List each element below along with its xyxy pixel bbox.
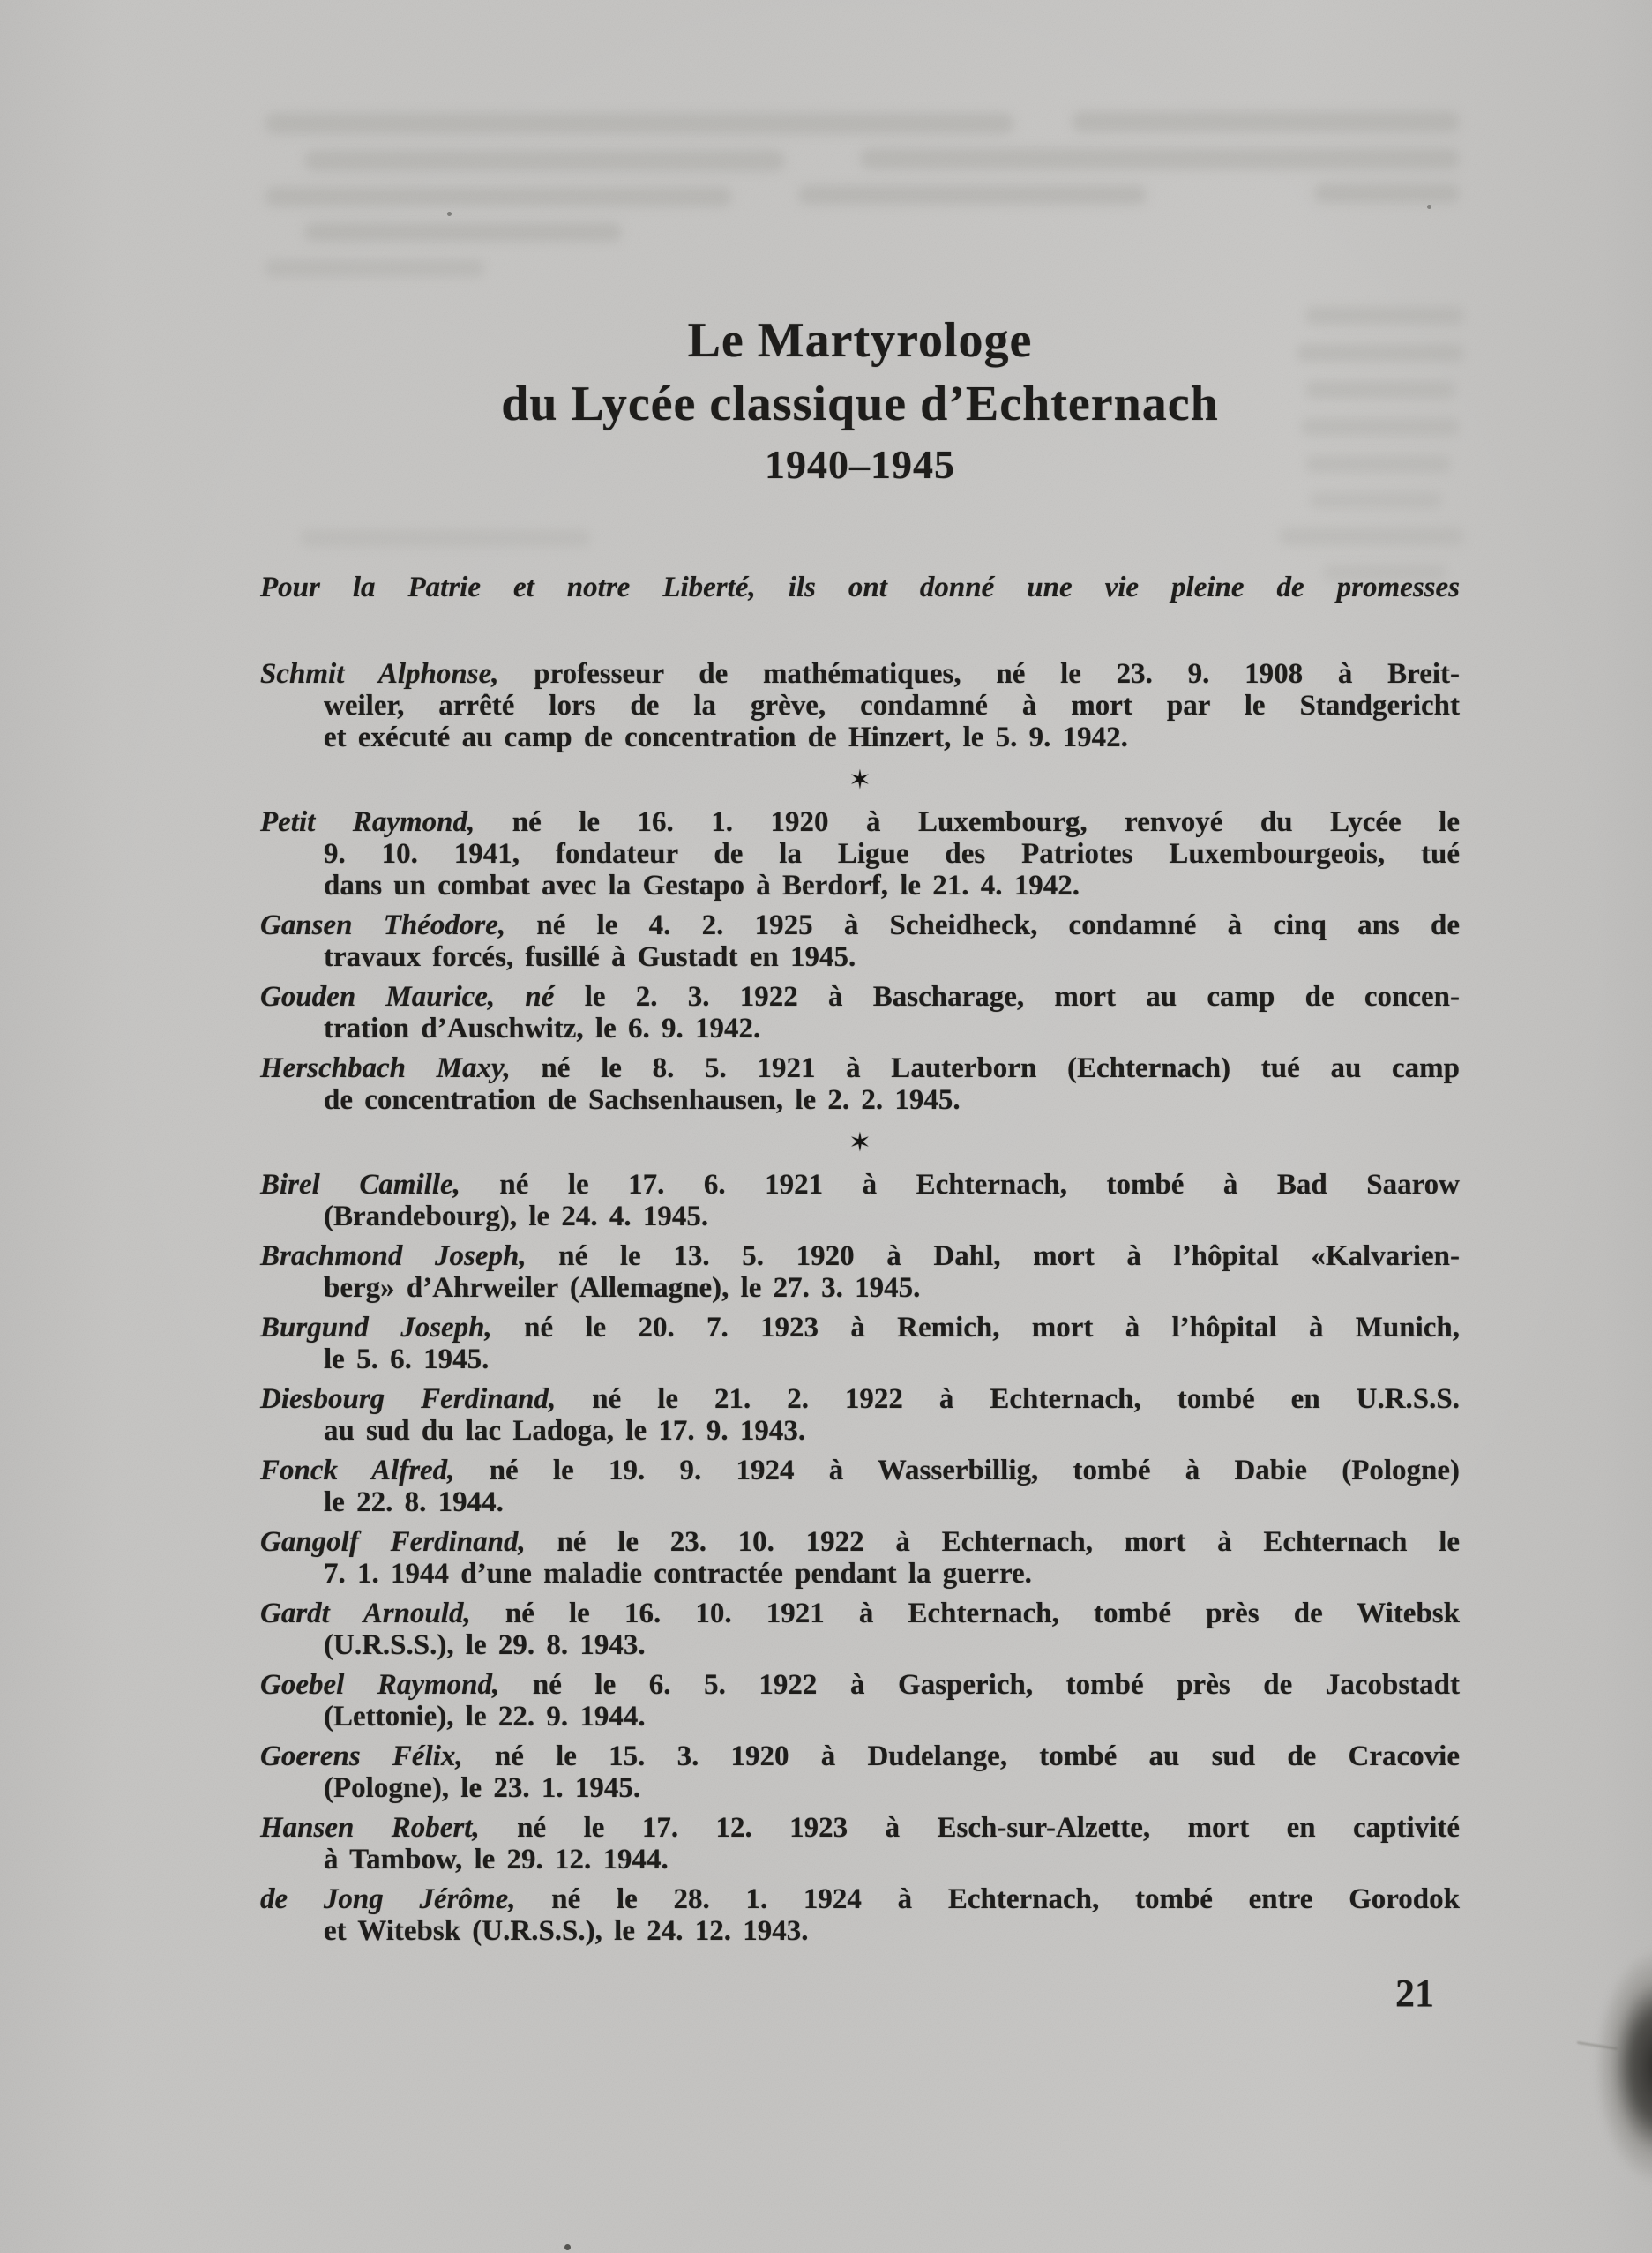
martyr-list	[260, 658, 1460, 1947]
entry-first-line	[260, 981, 1460, 1013]
entry-line: le 22. 8. 1944.	[324, 1486, 504, 1518]
entry-name: Goerens Félix,	[260, 1740, 463, 1772]
entry-text: né le 16. 1. 1920 à Luxembourg, renvoyé du Lycée le	[512, 806, 1460, 838]
ghost-smudge	[1314, 183, 1460, 203]
entry-line: dans un combat avec la Gestapo à Berdorf, le 21. 4. 1942.	[324, 870, 1080, 902]
martyr-entry	[260, 1312, 1460, 1375]
entry-text: né le 4. 2. 1925 à Scheidheck, condamné à cinq ans de	[536, 909, 1460, 941]
entry-name: Fonck Alfred,	[260, 1455, 455, 1486]
entry-first-line	[260, 1052, 1460, 1084]
martyr-entry	[260, 1812, 1460, 1875]
entry-name: Herschbach Maxy,	[260, 1052, 511, 1084]
star-icon: ✶	[848, 765, 871, 796]
ink-speck	[1427, 205, 1431, 209]
page-title	[260, 309, 1460, 494]
entry-first-line	[260, 1455, 1460, 1486]
entry-line: le 5. 6. 1945.	[324, 1344, 490, 1375]
entry-first-line	[260, 1383, 1460, 1415]
martyr-entry	[260, 1240, 1460, 1304]
martyr-entry	[260, 1169, 1460, 1232]
entry-first-line	[260, 658, 1460, 690]
entry-name: Birel Camille,	[260, 1169, 460, 1201]
ink-speck	[564, 2244, 571, 2250]
ghost-smudge	[304, 222, 622, 242]
martyr-entry	[260, 1669, 1460, 1733]
entry-first-line	[260, 1598, 1460, 1629]
entry-name: Petit Raymond,	[260, 806, 475, 838]
martyr-entry	[260, 658, 1460, 753]
entry-line: 9. 10. 1941, fondateur de la Ligue des Patriotes Luxembourgeois, tué	[324, 838, 1460, 870]
entry-text: professeur de mathématiques, né le 23. 9. 1908 à Breit-	[534, 658, 1460, 690]
ink-speck	[447, 212, 452, 216]
entry-line: (Pologne), le 23. 1. 1945.	[324, 1772, 641, 1804]
entry-first-line	[260, 1240, 1460, 1272]
entry-name: Hansen Robert,	[260, 1812, 480, 1844]
entry-first-line	[260, 1812, 1460, 1844]
martyr-entry	[260, 1598, 1460, 1661]
page-number: 21	[1395, 1972, 1434, 2015]
epigraph: Pour la Patrie et notre Liberté, ils ont donné une vie pleine de promesses	[260, 572, 1460, 603]
entry-text: né le 17. 12. 1923 à Esch-sur-Alzette, mort en captivité	[517, 1812, 1461, 1844]
text-block	[260, 309, 1460, 1955]
entry-text: né le 8. 5. 1921 à Lauterborn (Echternach) tué au camp	[541, 1052, 1460, 1084]
entry-line: (Lettonie), le 22. 9. 1944.	[324, 1701, 646, 1733]
entry-name: Gouden Maurice, né	[260, 981, 555, 1013]
entry-name: Gansen Théodore,	[260, 909, 506, 941]
martyr-entry	[260, 1740, 1460, 1804]
ghost-smudge	[304, 150, 785, 171]
entry-name: Diesbourg Ferdinand,	[260, 1383, 557, 1415]
entry-first-line	[260, 1669, 1460, 1701]
page-title-line2: du Lycée classique d’Echternach	[501, 377, 1219, 431]
star-separator	[260, 761, 1460, 800]
entry-line: (U.R.S.S.), le 29. 8. 1943.	[324, 1629, 646, 1661]
martyr-entry	[260, 1883, 1460, 1947]
entry-line: tration d’Auschwitz, le 6. 9. 1942.	[324, 1013, 761, 1044]
entry-first-line	[260, 1740, 1460, 1772]
entry-first-line	[260, 1883, 1460, 1915]
entry-line: et exécuté au camp de concentration de Hinzert, le 5. 9. 1942.	[324, 722, 1128, 753]
entry-line: (Brandebourg), le 24. 4. 1945.	[324, 1201, 709, 1232]
entry-text: né le 23. 10. 1922 à Echternach, mort à Echternach le	[557, 1526, 1461, 1558]
ghost-smudge	[265, 113, 1014, 134]
martyr-entry	[260, 909, 1460, 973]
martyr-entry	[260, 981, 1460, 1044]
entry-name: Gangolf Ferdinand,	[260, 1526, 526, 1558]
entry-text: né le 6. 5. 1922 à Gasperich, tombé près de Jacobstadt	[532, 1669, 1460, 1701]
entry-first-line	[260, 806, 1460, 838]
martyr-entry	[260, 1052, 1460, 1116]
entry-first-line	[260, 1169, 1460, 1201]
entry-name: Goebel Raymond,	[260, 1669, 500, 1701]
entry-line: 7. 1. 1944 d’une maladie contractée pendant la guerre.	[324, 1558, 1032, 1590]
entry-text: né le 20. 7. 1923 à Remich, mort à l’hôpital à Munich,	[524, 1312, 1461, 1344]
entry-line: travaux forcés, fusillé à Gustadt en 1945.	[324, 941, 856, 973]
entry-line: weiler, arrêté lors de la grève, condamné à mort par le Standgericht	[324, 690, 1460, 722]
entry-line: de concentration de Sachsenhausen, le 2. 2. 1945.	[324, 1084, 961, 1116]
entry-name: Schmit Alphonse,	[260, 658, 499, 690]
entry-line: berg» d’Ahrweiler (Allemagne), le 27. 3. 1945.	[324, 1272, 921, 1304]
ghost-smudge	[265, 259, 485, 277]
entry-text: né le 17. 6. 1921 à Echternach, tombé à Bad Saarow	[499, 1169, 1460, 1201]
entry-name: de Jong Jérôme,	[260, 1883, 516, 1915]
martyr-entry	[260, 1455, 1460, 1518]
entry-first-line	[260, 1526, 1460, 1558]
entry-line: au sud du lac Ladoga, le 17. 9. 1943.	[324, 1415, 806, 1447]
entry-text: né le 15. 3. 1920 à Dudelange, tombé au sud de Cracovie	[494, 1740, 1460, 1772]
entry-text: né le 13. 5. 1920 à Dahl, mort à l’hôpital «Kalvarien-	[558, 1240, 1460, 1272]
ghost-smudge	[860, 148, 1460, 169]
martyr-entry	[260, 1526, 1460, 1590]
ghost-smudge	[1072, 111, 1460, 132]
entry-text: né le 16. 10. 1921 à Echternach, tombé près de Witebsk	[505, 1598, 1461, 1629]
ghost-smudge	[265, 187, 732, 206]
page-title-years: 1940–1945	[765, 442, 955, 487]
entry-text: né le 28. 1. 1924 à Echternach, tombé entre Gorodok	[551, 1883, 1460, 1915]
entry-name: Gardt Arnould,	[260, 1598, 471, 1629]
entry-line: à Tambow, le 29. 12. 1944.	[324, 1844, 669, 1875]
martyr-entry	[260, 1383, 1460, 1447]
star-icon: ✶	[848, 1127, 871, 1158]
entry-name: Brachmond Joseph,	[260, 1240, 527, 1272]
star-separator	[260, 1124, 1460, 1163]
martyr-entry	[260, 806, 1460, 902]
entry-text: le 2. 3. 1922 à Bascharage, mort au camp de concen-	[584, 981, 1460, 1013]
scan-thumb-shadow	[1595, 1948, 1652, 2186]
entry-first-line	[260, 909, 1460, 941]
entry-text: né le 19. 9. 1924 à Wasserbillig, tombé à Dabie (Pologne)	[489, 1455, 1461, 1486]
scan-scratch	[1577, 2041, 1618, 2049]
entry-name: Burgund Joseph,	[260, 1312, 492, 1344]
entry-line: et Witebsk (U.R.S.S.), le 24. 12. 1943.	[324, 1915, 809, 1947]
entry-first-line	[260, 1312, 1460, 1344]
ghost-smudge	[798, 185, 1147, 205]
page-title-line1: Le Martyrologe	[687, 313, 1033, 368]
entry-text: né le 21. 2. 1922 à Echternach, tombé en U.R.S.S.	[592, 1383, 1461, 1415]
